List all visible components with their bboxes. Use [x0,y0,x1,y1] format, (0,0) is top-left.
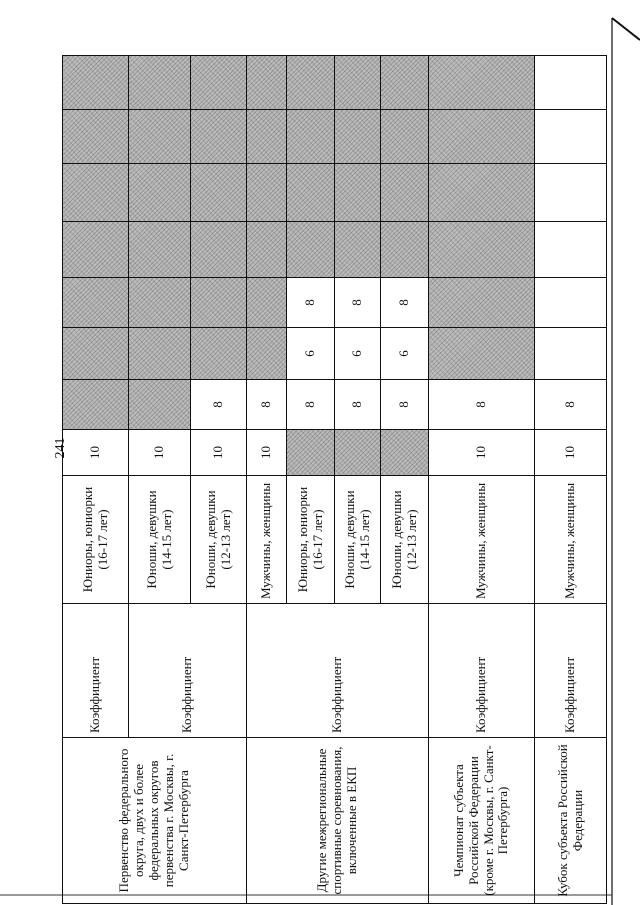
value-cell: 8 [429,380,535,430]
table-row [429,56,535,904]
coefficient-label: Коэффициент [129,604,247,738]
coefficient-label: Коэффициент [63,604,129,738]
shaded-cell [381,56,429,110]
table-row [247,56,287,904]
shaded-cell [191,110,247,164]
empty-cell [535,56,607,110]
value-cell: 10 [247,430,287,476]
coefficient-label: Коэффициент [535,604,607,738]
table-row [535,56,607,904]
shaded-cell [429,278,535,328]
shaded-cell [335,164,381,222]
value-cell: 8 [287,380,335,430]
shaded-cell [335,430,381,476]
value-cell: 6 [381,328,429,380]
coefficient-label: Коэффициент [429,604,535,738]
value-cell: 10 [191,430,247,476]
shaded-cell [129,380,191,430]
value-cell: 6 [335,328,381,380]
empty-cell [535,164,607,222]
value-cell: 8 [287,278,335,328]
shaded-cell [381,110,429,164]
group-cell: Юниоры, юниорки (16-17 лет) [287,476,335,604]
shaded-cell [335,56,381,110]
group-cell: Юноши, девушки (14-15 лет) [129,476,191,604]
shaded-cell [429,222,535,278]
shaded-cell [63,380,129,430]
competition-cell: Первенство федерального округа, двух и более федеральных округов первенства г. Москвы, г. Санкт-Петербурга [63,738,247,904]
group-cell: Мужчины, женщины [247,476,287,604]
group-cell: Юноши, девушки (14-15 лет) [335,476,381,604]
value-cell: 10 [429,430,535,476]
value-cell: 8 [381,380,429,430]
shaded-cell [63,328,129,380]
table-row [63,56,129,904]
shaded-cell [247,110,287,164]
shaded-cell [129,278,191,328]
value-cell: 8 [381,278,429,328]
value-cell: 8 [335,278,381,328]
competition-cell: Кубок субъекта Российской Федерации [535,738,607,904]
empty-cell [535,328,607,380]
value-cell: 6 [287,328,335,380]
shaded-cell [287,56,335,110]
shaded-cell [129,110,191,164]
shaded-cell [247,222,287,278]
shaded-cell [247,278,287,328]
group-cell: Мужчины, женщины [429,476,535,604]
shaded-cell [287,110,335,164]
shaded-cell [429,56,535,110]
shaded-cell [191,278,247,328]
shaded-cell [287,164,335,222]
shaded-cell [191,222,247,278]
competition-cell: Чемпионат субъекта Российской Федерации (кроме г. Москвы, г. Санкт-Петербурга) [429,738,535,904]
shaded-cell [129,164,191,222]
shaded-cell [381,164,429,222]
shaded-cell [63,164,129,222]
coefficient-table [62,55,607,904]
group-cell: Мужчины, женщины [535,476,607,604]
shaded-cell [191,56,247,110]
shaded-cell [381,222,429,278]
shaded-cell [287,222,335,278]
value-cell: 8 [335,380,381,430]
shaded-cell [129,222,191,278]
shaded-cell [63,278,129,328]
shaded-cell [381,430,429,476]
empty-cell [535,110,607,164]
shaded-cell [129,56,191,110]
value-cell: 8 [191,380,247,430]
value-cell: 10 [535,430,607,476]
competition-cell: Другие межрегиональные спортивные соревнования, включенные в ЕКП [247,738,429,904]
shaded-cell [63,56,129,110]
shaded-cell [429,164,535,222]
shaded-cell [191,328,247,380]
shaded-cell [191,164,247,222]
group-cell: Юниоры, юниорки (16-17 лет) [63,476,129,604]
empty-cell [535,278,607,328]
rotated-table-wrapper [62,56,606,904]
page-number: 241 [53,437,68,459]
coefficient-label: Коэффициент [247,604,429,738]
value-cell: 8 [247,380,287,430]
shaded-cell [63,222,129,278]
shaded-cell [247,164,287,222]
shaded-cell [247,56,287,110]
shaded-cell [129,328,191,380]
shaded-cell [63,110,129,164]
shaded-cell [335,110,381,164]
shaded-cell [335,222,381,278]
shaded-cell [247,328,287,380]
shaded-cell [287,430,335,476]
value-cell: 10 [129,430,191,476]
shaded-cell [429,110,535,164]
group-cell: Юноши, девушки (12-13 лет) [381,476,429,604]
value-cell: 8 [535,380,607,430]
empty-cell [535,222,607,278]
group-cell: Юноши, девушки (12-13 лет) [191,476,247,604]
value-cell: 10 [63,430,129,476]
shaded-cell [429,328,535,380]
